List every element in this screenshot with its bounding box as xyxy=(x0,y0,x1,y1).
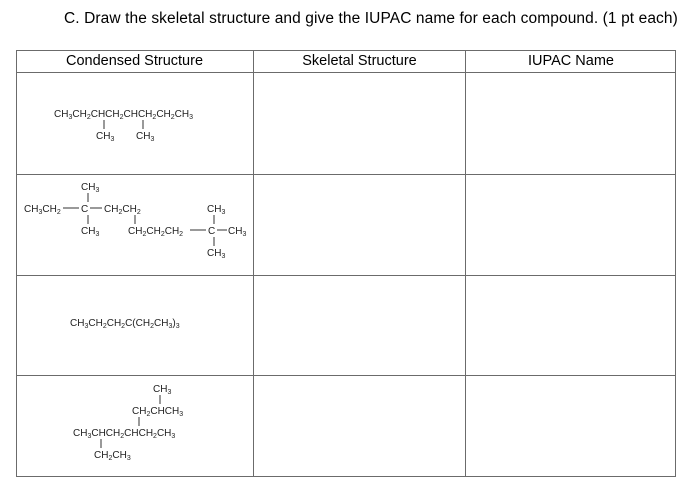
header-condensed-structure: Condensed Structure xyxy=(65,53,204,69)
iupac-answer-4[interactable] xyxy=(466,376,676,476)
structure-4-main-chain: $CH_3CHCH_2CHCH_2CH_3$ xyxy=(73,428,176,440)
question-text: C. Draw the skeletal structure and give the IUPAC name for each compound. (1 pt each) xyxy=(64,10,678,27)
structure-2-right-top-methyl: $CH_3$ xyxy=(207,204,226,216)
structure-2-right-bottom-methyl: $CH_3$ xyxy=(207,248,226,260)
header-skeletal-structure: Skeletal Structure xyxy=(302,53,417,69)
structure-4-isobutyl: $CH_2CHCH_3$ xyxy=(132,406,184,418)
skeletal-answer-3[interactable] xyxy=(254,276,465,375)
structure-1-methyl-b: $CH_3$ xyxy=(136,131,155,143)
skeletal-answer-1[interactable] xyxy=(254,73,465,174)
structure-2-top-methyl: $CH_3$ xyxy=(81,182,100,194)
skeletal-answer-2[interactable] xyxy=(254,175,465,275)
iupac-answer-3[interactable] xyxy=(466,276,676,375)
iupac-answer-1[interactable] xyxy=(466,73,676,174)
condensed-structure-4 xyxy=(73,380,249,474)
structure-2-right-quaternary-c: C xyxy=(208,226,216,237)
structure-2-terminal-methyl: $CH_3$ xyxy=(228,226,247,238)
iupac-answer-2[interactable] xyxy=(466,175,676,275)
skeletal-answer-4[interactable] xyxy=(254,376,465,476)
structure-3-formula: $CH_3CH_2CH_2C(CH_2CH_3)_3$ xyxy=(70,318,180,330)
structure-4-ethyl: $CH_2CH_3$ xyxy=(94,450,131,462)
structure-2-lower-chain: $CH_2CH_2CH_2$ xyxy=(128,226,184,238)
structure-1-methyl-a: $CH_3$ xyxy=(96,131,115,143)
condensed-structure-3 xyxy=(70,312,250,336)
structure-2-bottom-methyl: $CH_3$ xyxy=(81,226,100,238)
structure-2-upper-chain: $CH_2CH_2$ xyxy=(104,204,141,216)
compound-table xyxy=(16,50,676,477)
structure-2-left-chain: $CH_3CH_2$ xyxy=(24,204,61,216)
structure-2-quaternary-c: C xyxy=(81,204,89,215)
condensed-structure-2 xyxy=(24,176,252,274)
structure-4-top-methyl: $CH_3$ xyxy=(153,384,172,396)
condensed-structure-1 xyxy=(54,105,244,155)
structure-1-main-chain: $CH_3CH_2CHCH_2CHCH_2CH_2CH_3$ xyxy=(54,109,194,121)
header-iupac-name: IUPAC Name xyxy=(528,53,614,69)
